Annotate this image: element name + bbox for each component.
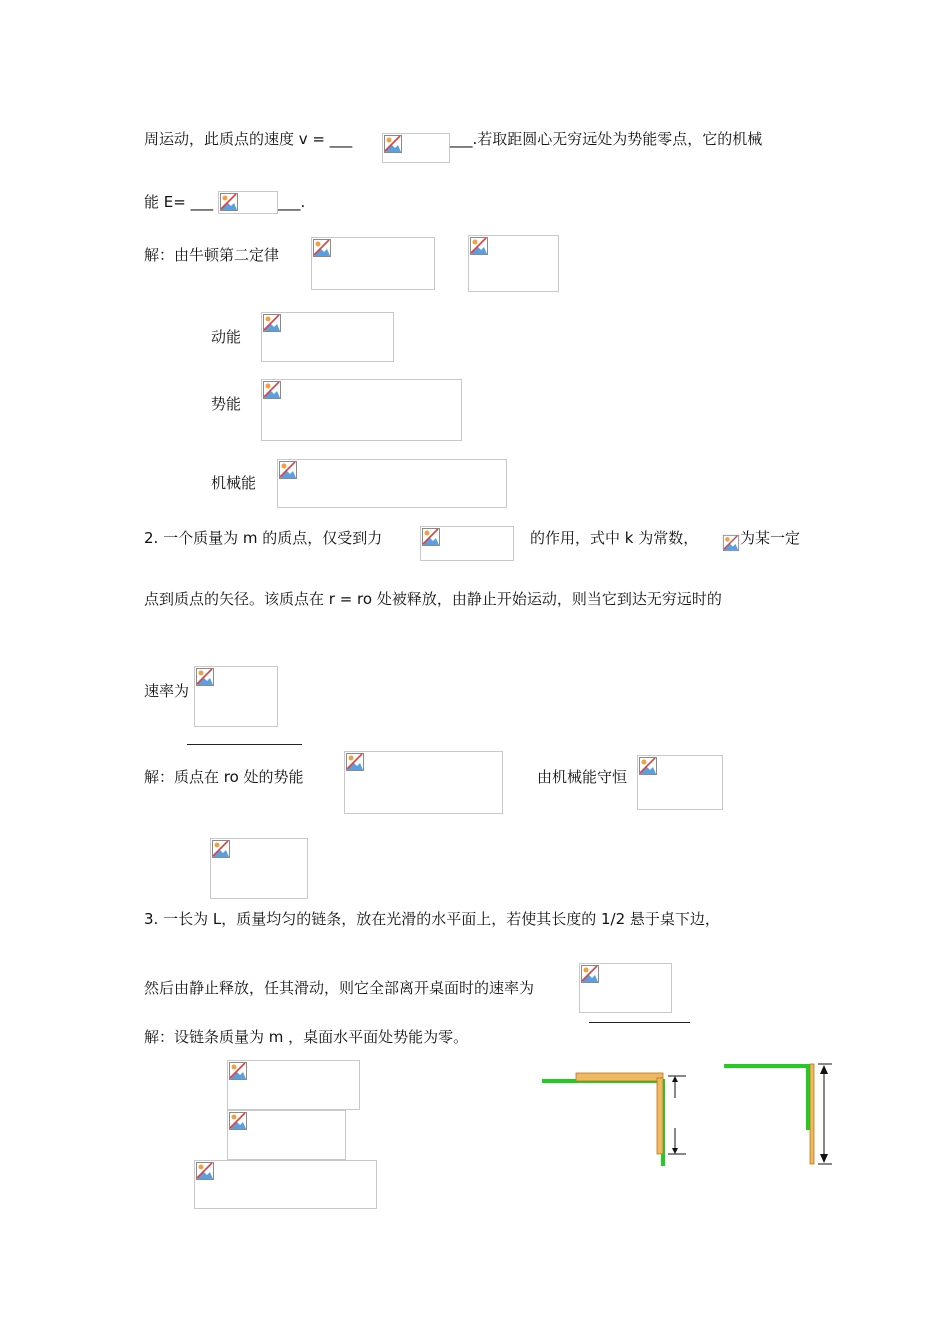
p2-line3-text: 速率为 <box>144 682 190 700</box>
broken-image-icon <box>211 839 231 859</box>
broken-image-icon <box>195 667 215 687</box>
formula-image-energy <box>218 191 278 214</box>
chain-initial-figure <box>540 1068 690 1168</box>
chain-hanging <box>810 1064 814 1164</box>
p3-solution-text: 解：设链条质量为 m ，桌面水平面处势能为零。 <box>144 1028 469 1046</box>
formula-image-velocity <box>382 133 450 163</box>
p2-solution-text-a: 解：质点在 ro 处的势能 <box>144 768 304 786</box>
p2-solution-text-b: 由机械能守恒 <box>537 768 628 786</box>
arrow-up-head <box>672 1076 678 1082</box>
formula-image-potential-ro <box>344 751 503 814</box>
p1-line2-text-b: ___. <box>278 193 306 211</box>
broken-image-icon <box>638 756 658 776</box>
broken-image-icon <box>722 534 740 552</box>
broken-image-icon <box>469 236 489 256</box>
p2-line2-text: 点到质点的矢径。该质点在 r = ro 处被释放，由静止开始运动，则当它到达无穷远时的 <box>144 590 722 608</box>
p2-line1-text-b: 的作用，式中 k 为常数， <box>530 529 699 547</box>
p1-mechanical-label: 机械能 <box>211 474 257 492</box>
formula-image-conservation <box>637 755 723 810</box>
broken-image-icon <box>262 313 282 333</box>
broken-image-icon <box>228 1061 248 1081</box>
broken-image-icon <box>195 1161 215 1181</box>
broken-image-icon <box>580 964 600 984</box>
formula-image-chain-3 <box>194 1160 377 1209</box>
formula-image-newton-2 <box>468 235 559 292</box>
p1-kinetic-label: 动能 <box>211 328 242 346</box>
chain-final-figure <box>722 1060 832 1170</box>
p3-line2-text: 然后由静止释放，任其滑动，则它全部离开桌面时的速率为 <box>144 979 535 997</box>
p2-line1-text-a: 2. 一个质量为 m 的质点，仅受到力 <box>144 529 383 547</box>
formula-image-speed <box>194 666 278 727</box>
formula-image-kinetic <box>261 312 394 362</box>
formula-image-force <box>420 526 514 561</box>
broken-image-icon <box>262 380 282 400</box>
formula-image-potential <box>261 379 462 441</box>
p1-solution-intro: 解：由牛顿第二定律 <box>144 246 280 264</box>
broken-image-icon <box>228 1111 248 1131</box>
formula-image-chain-2 <box>227 1110 346 1160</box>
arrow-up-head <box>820 1065 828 1074</box>
chain-horizontal <box>576 1073 663 1081</box>
p1-line1-text-b: ___.若取距圆心无穷远处为势能零点，它的机械 <box>450 130 763 148</box>
answer-underline <box>187 744 302 745</box>
formula-image-newton-1 <box>311 237 435 290</box>
p1-potential-label: 势能 <box>211 395 242 413</box>
formula-image-mechanical <box>277 459 507 508</box>
answer-underline <box>589 1022 690 1023</box>
broken-image-icon <box>278 460 298 480</box>
broken-image-icon <box>421 527 441 547</box>
arrow-down-head <box>672 1148 678 1154</box>
formula-image-chain-speed <box>579 963 672 1013</box>
formula-image-chain-1 <box>227 1060 360 1110</box>
p1-line2-text-a: 能 E= ___ <box>144 193 214 211</box>
p2-line1-text-c: 为某一定 <box>740 529 801 547</box>
broken-image-icon <box>383 134 403 154</box>
broken-image-icon <box>312 238 332 258</box>
broken-image-icon <box>345 752 365 772</box>
p3-line1-text: 3. 一长为 L，质量均匀的链条，放在光滑的水平面上，若使其长度的 1/2 悬于桌下边， <box>144 910 720 928</box>
arrow-down-head <box>820 1154 828 1163</box>
formula-image-speed-result <box>210 838 308 899</box>
chain-hanging <box>657 1078 663 1154</box>
p1-line1-text-a: 周运动，此质点的速度 v = ___ <box>144 130 353 148</box>
broken-image-icon <box>219 192 239 212</box>
